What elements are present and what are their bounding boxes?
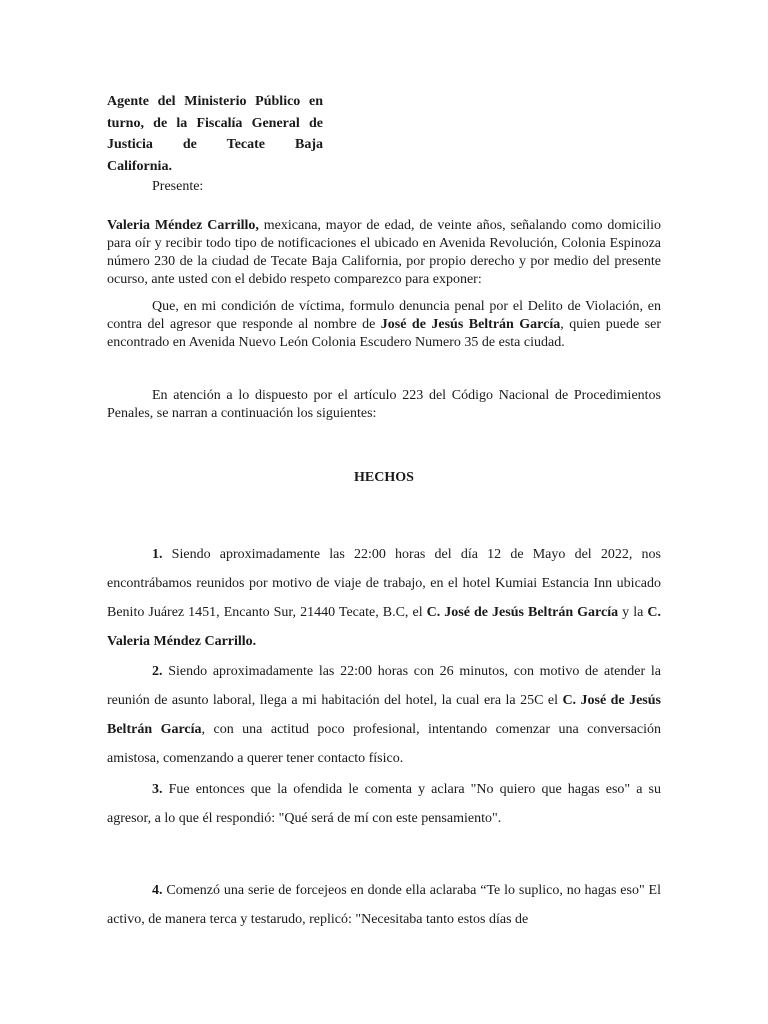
addressee-block: [107, 91, 323, 177]
addressee-line: turno, de la Fiscalía General de: [107, 115, 323, 131]
fact-number: 1.: [152, 547, 163, 562]
fact-2: [107, 657, 661, 773]
complaint-text: Que, en mi condición de víctima, formulo denuncia penal por el Delito de Violación, en contra del agresor que responde al nombre de: [107, 299, 661, 332]
salutation: Presente:: [152, 179, 204, 194]
fact-bold-name: C. Valeria Méndez Carrillo.: [107, 605, 662, 649]
section-heading: HECHOS: [354, 470, 414, 485]
fact-bold-name: C. José de Jesús Beltrán García: [107, 693, 661, 737]
complaint-text-end: , quien puede ser encontrado en Avenida Nuevo León Colonia Escudero Numero 35 de esta ciudad.: [107, 317, 661, 350]
fact-number: 4.: [152, 883, 163, 898]
fact-text: , con una actitud poco profesional, intentando comenzar una conversación amistosa, comenzando a querer tener contacto físico.: [107, 722, 661, 766]
fact-1: [107, 540, 661, 656]
fact-text: Siendo aproximadamente las 22:00 horas con 26 minutos, con motivo de atender la reunión de asunto laboral, llega a mi habitación del hotel, la cual era la 25C el: [107, 664, 661, 708]
fact-text: Siendo aproximadamente las 22:00 horas del día 12 de Mayo del 2022, nos encontrábamos reunidos por motivo de viaje de trabajo, en el hotel Kumiai Estancia Inn ubicado Benito Juárez 1451, Encanto Sur, 21440 Tecate, B.C, el: [107, 547, 661, 620]
fact-3: [107, 775, 661, 833]
fact-text: y la: [618, 605, 648, 620]
fact-text: Fue entonces que la ofendida le comenta y aclara "No quiero que hagas eso" a su agresor, a lo que él respondió: "Qué será de mí con este pensamiento".: [107, 782, 661, 826]
fact-bold-name: C. José de Jesús Beltrán García: [426, 605, 619, 620]
complainant-name: Valeria Méndez Carrillo,: [107, 218, 259, 233]
legal-basis-paragraph: En atención a lo dispuesto por el artículo 223 del Código Nacional de Procedimientos Penales, se narran a continuación los siguientes:: [107, 388, 661, 421]
intro-paragraph: [107, 217, 661, 289]
complaint-paragraph: [107, 298, 661, 352]
addressee-line: California.: [107, 158, 172, 174]
addressee-line: Justicia de Tecate Baja: [107, 137, 323, 152]
fact-text: Comenzó una serie de forcejeos en donde ella aclaraba “Te lo suplico, no hagas eso" El activo, de manera terca y testarudo, replicó: "Necesitaba tanto estos días de: [107, 883, 661, 927]
fact-number: 3.: [152, 782, 163, 797]
fact-4: [107, 876, 661, 934]
fact-number: 2.: [152, 664, 163, 679]
intro-text: mexicana, mayor de edad, de veinte años, señalando como domicilio para oír y recibir todo tipo de notificaciones el ubicado en Avenida Revolución, Colonia Espinoza número 230 de la ciudad de Tecate Baja California, por propio derecho y por medio del presente ocurso, ante usted con el debido respeto comparezco para exponer:: [107, 218, 662, 287]
addressee-line: Agente del Ministerio Público en: [107, 94, 323, 109]
aggressor-name: José de Jesús Beltrán García: [380, 317, 561, 332]
